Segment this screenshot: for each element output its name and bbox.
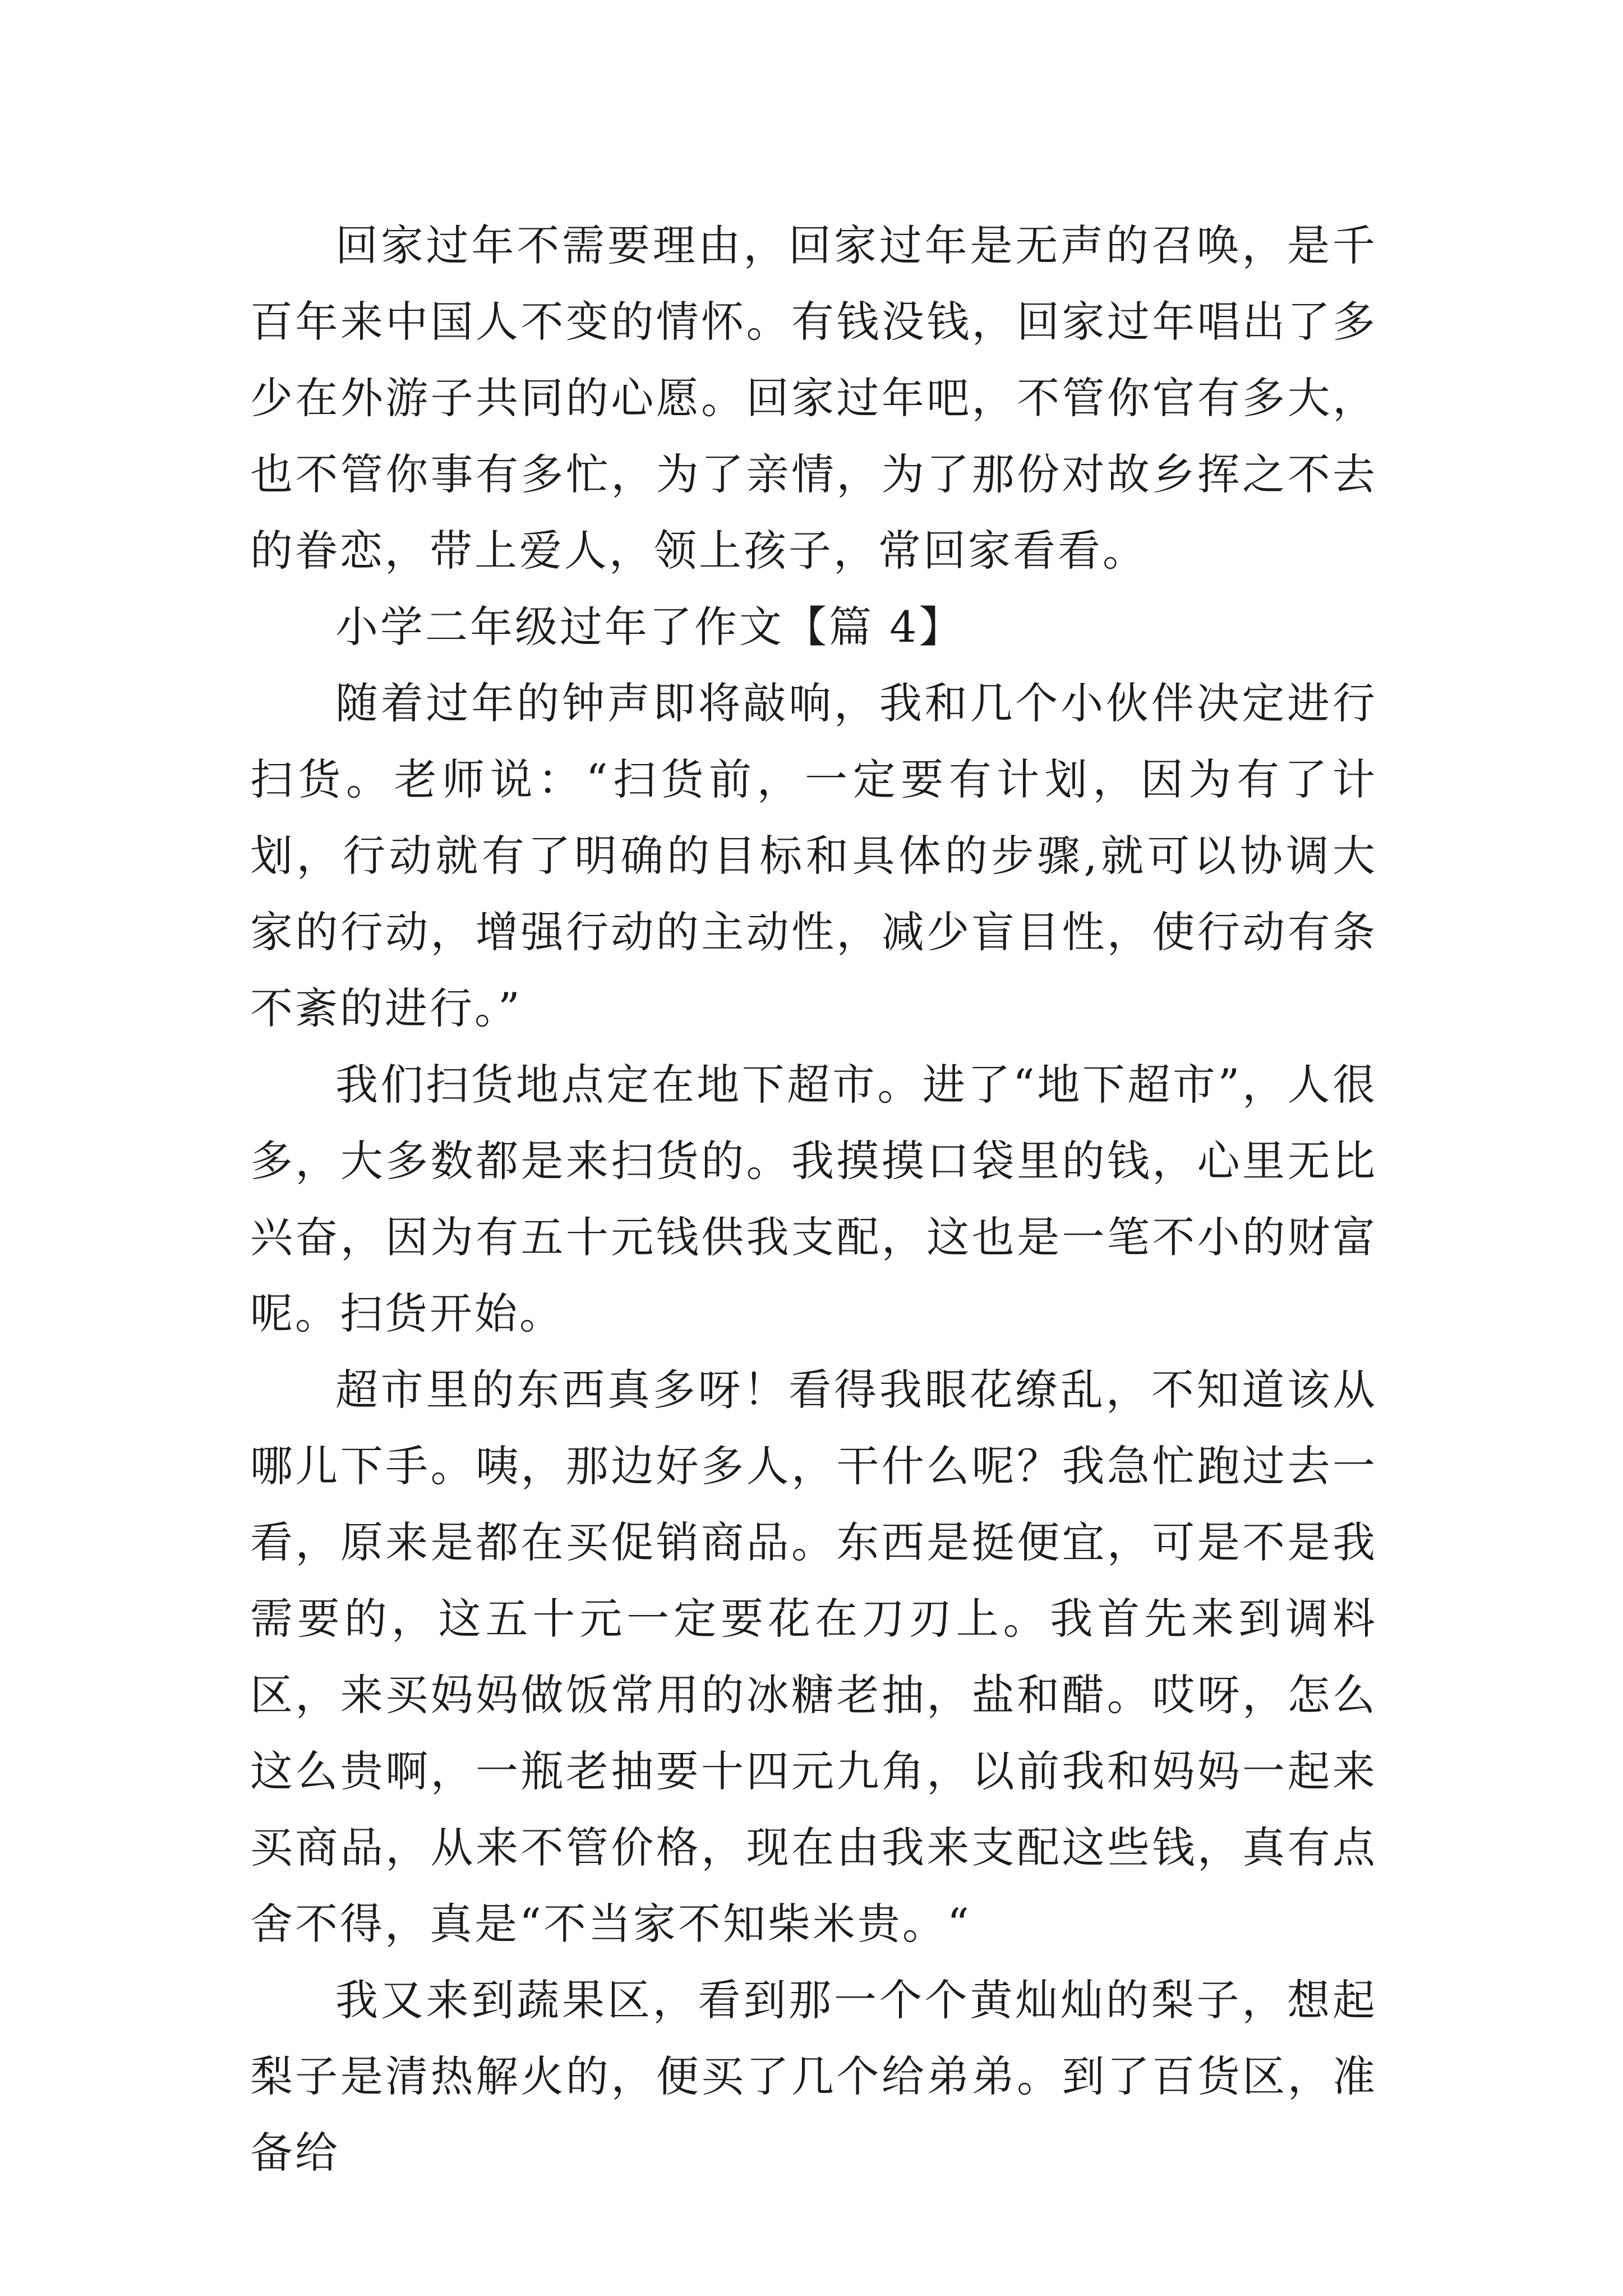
document-body [250, 208, 1377, 2191]
section-heading: 小学二年级过年了作文【篇 4】 [335, 602, 964, 652]
paragraph-4: 超市里的东西真多呀！看得我眼花缭乱，不知道该从哪儿下手。咦，那边好多人，干什么呢？我急忙跑过去一看，原来是都在买促销商品。东西是挺便宜，可是不是我需要的，这五十元一定要花在刀刃上。我首先来到调料区，来买妈妈做饭常用的冰糖老抽，盐和醋。哎呀，怎么这么贵啊，一瓶老抽要十四元九角，以前我和妈妈一起来买商品，从来不管价格，现在由我来支配这些钱，真有点舍不得，真是“不当家不知柴米贵。“ [250, 1365, 1377, 1949]
paragraph-2: 随着过年的钟声即将敲响，我和几个小伙伴决定进行扫货。老师说：“扫货前，一定要有计划，因为有了计划，行动就有了明确的目标和具体的步骤,就可以协调大家的行动，增强行动的主动性，减少盲目性，使行动有条不紊的进行。” [250, 678, 1377, 1033]
paragraph-3: 我们扫货地点定在地下超市。进了“地下超市”，人很多，大多数都是来扫货的。我摸摸口袋里的钱，心里无比兴奋，因为有五十元钱供我支配，这也是一笔不小的财富呢。扫货开始。 [250, 1060, 1377, 1338]
paragraph-5: 我又来到蔬果区，看到那一个个黄灿灿的梨子，想起梨子是清热解火的，便买了几个给弟弟。到了百货区，准备给 [250, 1975, 1377, 2178]
paragraph-1: 回家过年不需要理由，回家过年是无声的召唤，是千百年来中国人不变的情怀。有钱没钱，回家过年唱出了多少在外游子共同的心愿。回家过年吧，不管你官有多大，也不管你事有多忙，为了亲情，为了那份对故乡挥之不去的眷恋，带上爱人，领上孩子，常回家看看。 [250, 220, 1377, 576]
